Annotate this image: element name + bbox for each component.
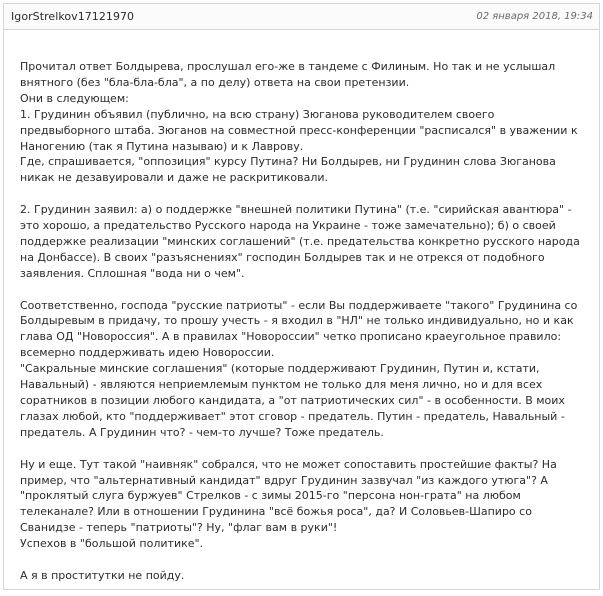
comment-date: 02 января 2018, 19:34 xyxy=(476,11,593,22)
comment-card xyxy=(3,3,600,590)
comment-paragraph-3: Соответственно, господа "русские патриоты" - если Вы поддерживаете "такого" Грудинина со Болдыревым в придачу, то прошу учесть - я входил в "НЛ" не только индивидуально, но и как глава ОД "Новороссия". А в правилах "Новороссии" четко прописано краеугольное правило: всемерно поддерживать идею Новороссии. "Сакральные минские соглашения" (которые поддерживают Грудинин, Путин и, кстати, Навальный) - являются неприемлемым пунктом не только для меня лично, но и для всех соратников в позиции любого кандидата, а "от патриотических сил" - в особенности. В моих глазах любой, кто "поддерживает" этот сговор - предатель. Путин - предатель, Навальный - предатель. А Грудинин что? - чем-то лучше? Тоже предатель. xyxy=(20,298,578,439)
comment-paragraph-1: Прочитал ответ Болдырева, прослушал его-же в тандеме с Филиным. Но так и не услышал внятного (без "бла-бла-бла", а по делу) ответа на свои претензии. Они в следующем: 1. Грудинин объявил (публично, на всю страну) Зюганова руководителем своего предвыборного штаба. Зюганов на совместной пресс-конференции "расписался" в уважении к Наногению (так я Путина называю) и к Лаврову. Где, спрашивается, "оппозиция" курсу Путина? Ни Болдырев, ни Грудинин слова Зюганова никак не дезавуировали и даже не раскритиковали. xyxy=(20,60,578,185)
comment-author[interactable]: IgorStrelkov17121970 xyxy=(11,10,135,23)
comment-paragraph-2: 2. Грудинин заявил: а) о поддержке "внешней политики Путина" (т.е. "сирийская авантюра" - это хорошо, а предательство Русского народа на Украине - тоже замечательно); б) о своей поддержке реализации "минских соглашений" (т.е. предательства конкретно русского народа на Донбассе). В своих "разъяснениях" господин Болдырев так и не отрекся от подобного заявления. Сплошная "вода ни о чем". xyxy=(20,203,580,280)
comment-paragraph-5: А я в проститутки не пойду. xyxy=(20,568,185,582)
comment-paragraph-4: Ну и еще. Тут такой "наивняк" собрался, что не может сопоставить простейшие факты? На пример, что "альтернативный кандидат" вдруг Грудинин зазвучал "из каждого утюга"? А "проклятый слуга буржуев" Стрелков - с зимы 2015-го "персона нон-грата" на любом телеканале? Или в отношении Грудинина "всё божья роса", да? И Соловьев-Шапиро со Сванидзе - теперь "патриоты"? Ну, "флаг вам в руки"! Успехов в "большой политике". xyxy=(20,457,557,551)
comment-body xyxy=(4,30,599,584)
comment-header xyxy=(4,4,599,30)
